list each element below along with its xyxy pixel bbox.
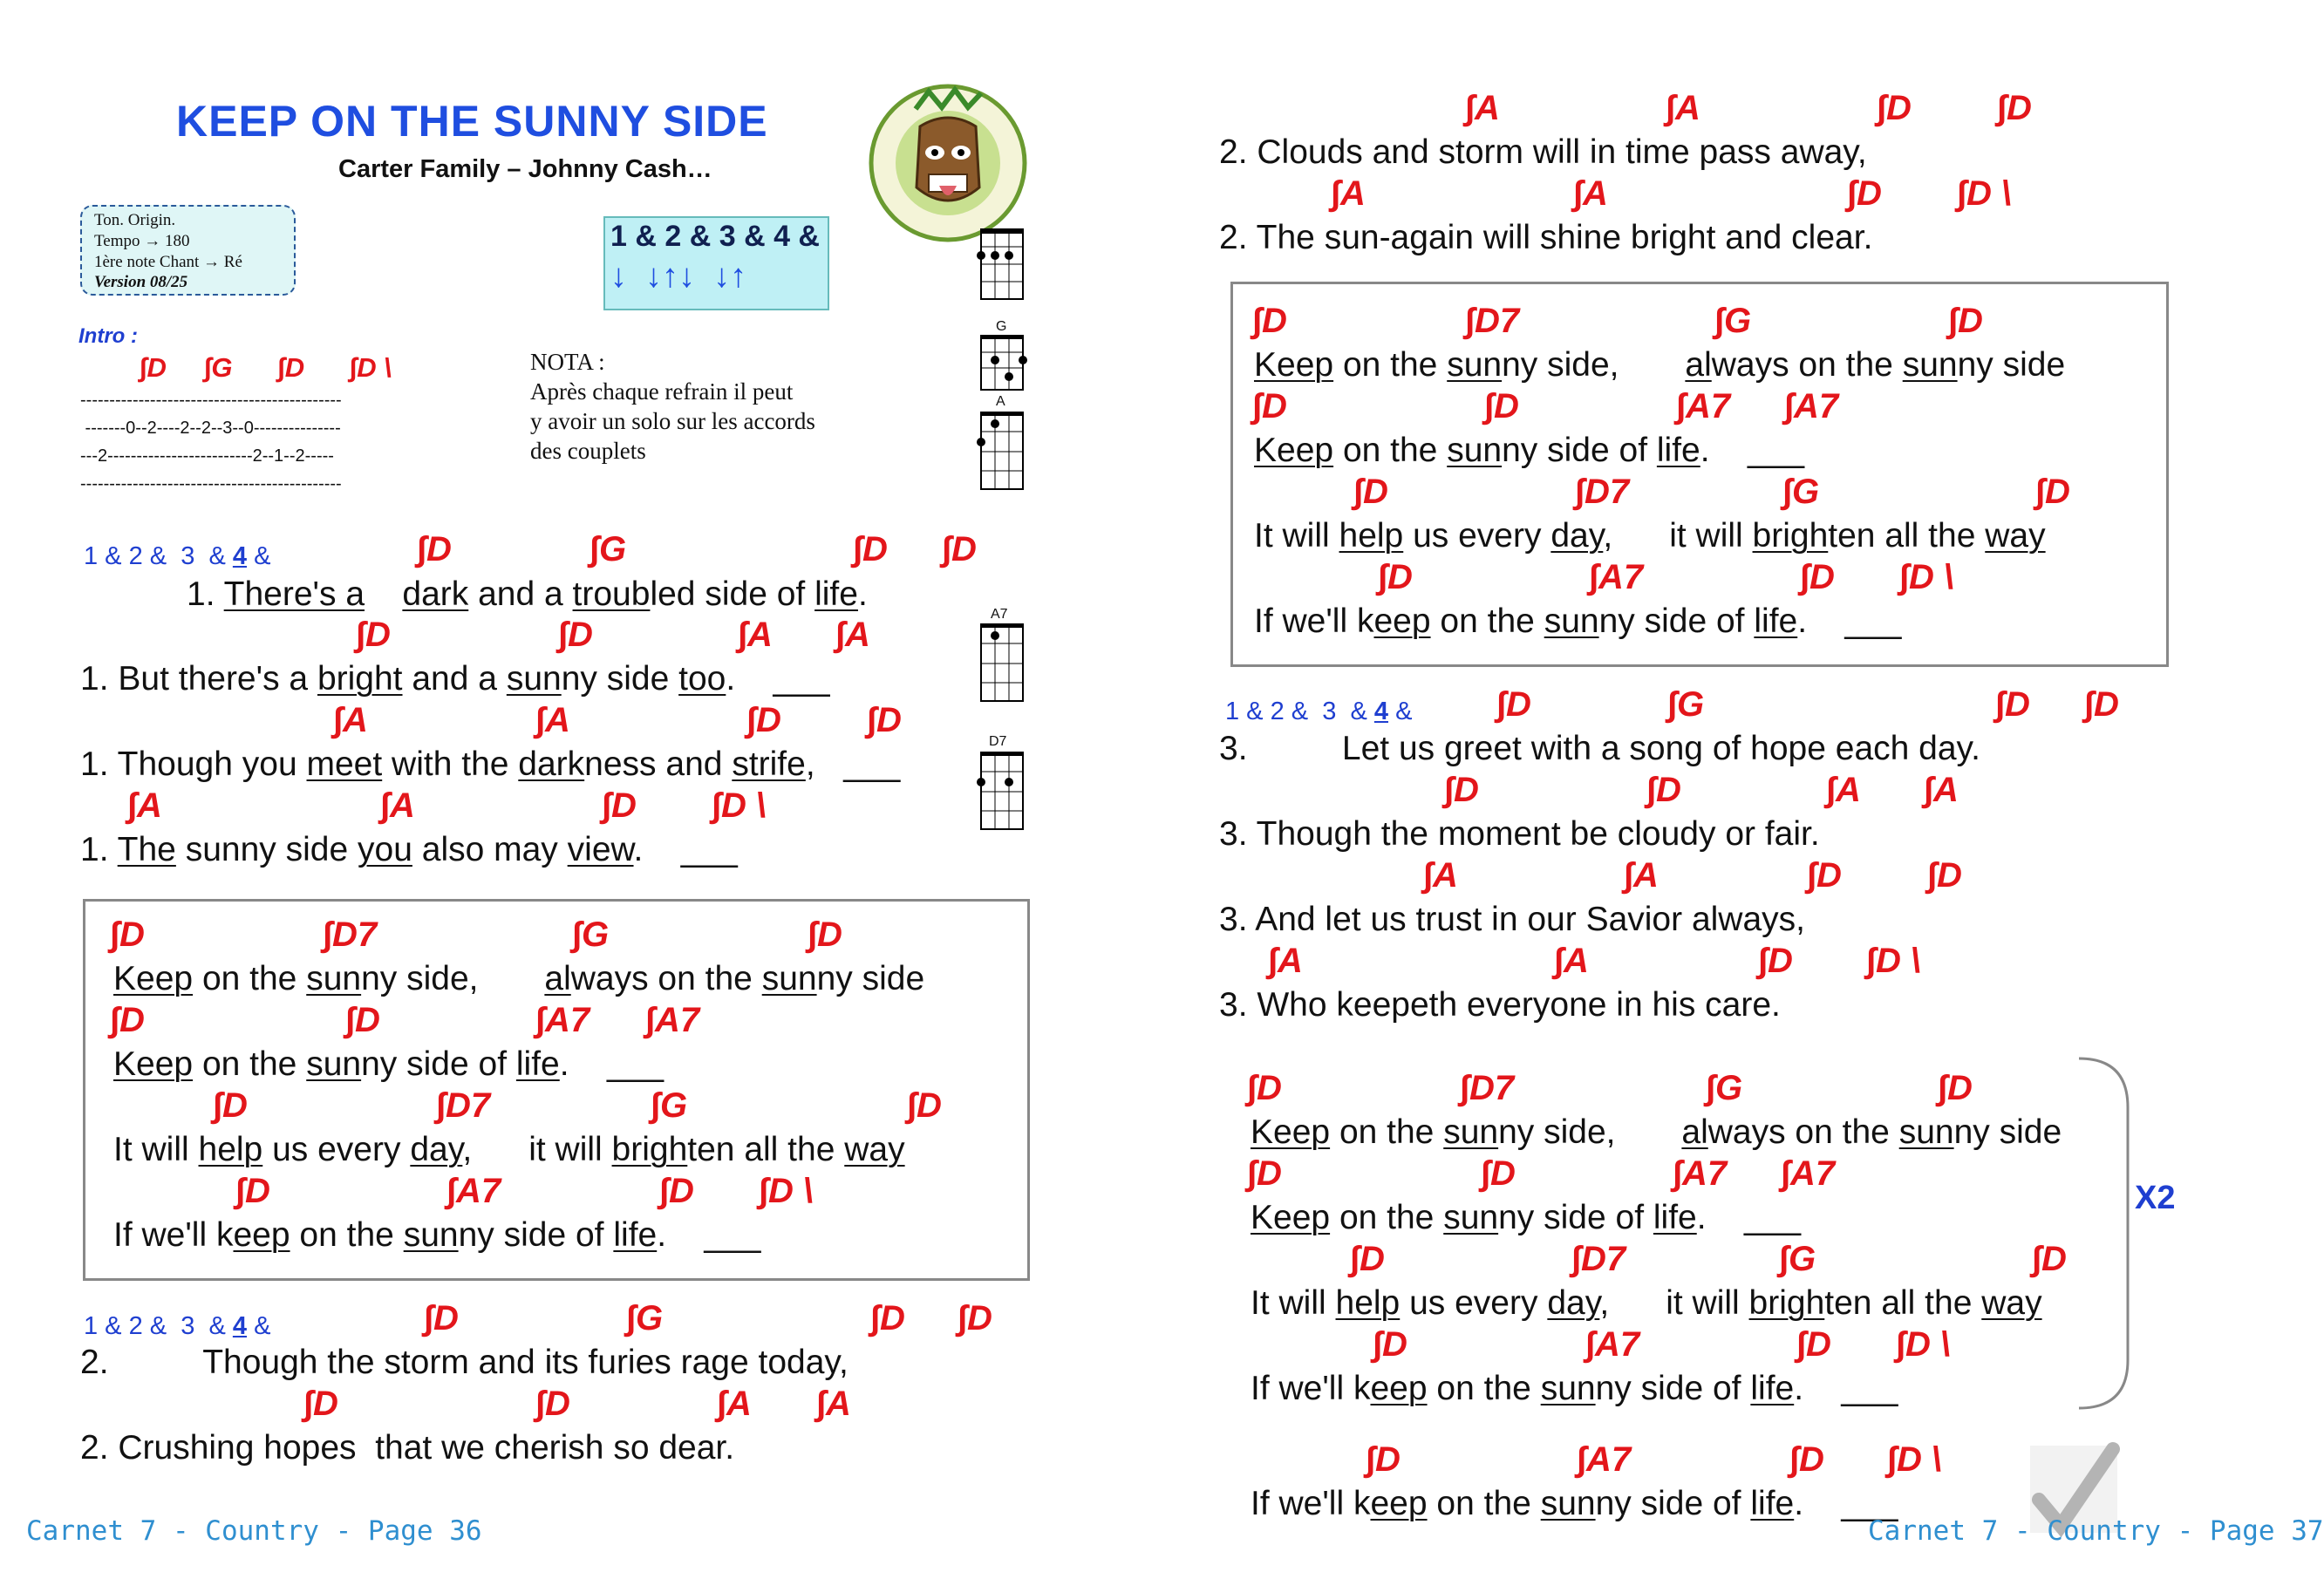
v1-chord-3-2: ∫A: [535, 701, 570, 739]
chR-chord-3-1: ∫D: [1353, 473, 1388, 511]
v1-chord-3-4: ∫D: [867, 701, 902, 739]
end-chord-1: ∫D: [1366, 1440, 1401, 1479]
fch-chord-4-2: ∫A7: [1585, 1325, 1640, 1364]
footer-left: Carnet 7 - Country - Page 36: [26, 1515, 482, 1547]
v1-chord-4-1: ∫A: [127, 786, 162, 825]
chL-chord-4-4: ∫D \: [759, 1172, 814, 1210]
chR-chord-3-4: ∫D: [2035, 473, 2070, 511]
v2-chord-4-3: ∫D: [1847, 174, 1882, 213]
chR-chord-1-3: ∫G: [1714, 302, 1752, 340]
v1-chord-2-1: ∫D: [356, 616, 391, 654]
fch-chord-3-3: ∫G: [1779, 1240, 1816, 1278]
v1-chord-1-2: ∫G: [590, 530, 627, 568]
chL-chord-2-2: ∫D: [345, 1001, 380, 1039]
chord-diagram-g-label: G: [996, 319, 1007, 334]
chR-chord-1-4: ∫D: [1948, 302, 1983, 340]
chR-chord-2-3: ∫A7: [1676, 387, 1731, 425]
nota-line-1: Après chaque refrain il peut: [530, 378, 794, 405]
fch-lyric-4: If we'll keep on the sunny side of life. ___: [1251, 1370, 1898, 1407]
fch-chord-3-4: ∫D: [2032, 1240, 2067, 1278]
v3-chord-3-4: ∫D: [1927, 856, 1962, 895]
v2-lyric-2: 2. Crushing hopes that we cherish so dear.: [80, 1429, 735, 1467]
info-original-key: Ton. Origin.: [94, 211, 176, 229]
chL-chord-1-2: ∫D7: [323, 915, 378, 954]
chR-chord-1-2: ∫D7: [1465, 302, 1520, 340]
v2-chord-4-1: ∫A: [1331, 174, 1366, 213]
v1-chord-4-4: ∫D \: [712, 786, 767, 825]
end-chord-2: ∫A7: [1577, 1440, 1632, 1479]
chR-chord-1-1: ∫D: [1252, 302, 1287, 340]
nota-line-3: des couplets: [530, 438, 646, 464]
v1-chord-1-1: ∫D: [417, 530, 452, 568]
v3-chord-1-4: ∫D: [2084, 685, 2119, 724]
v3-chord-2-1: ∫D: [1444, 771, 1479, 809]
v1-chord-2-4: ∫A: [835, 616, 870, 654]
v1-chord-3-3: ∫D: [746, 701, 781, 739]
info-version: Version 08/25: [94, 273, 188, 291]
chR-lyric-4: If we'll keep on the sunny side of life. ___: [1254, 602, 1902, 640]
chL-chord-3-1: ∫D: [213, 1086, 248, 1125]
v3-lyric-4: 3. Who keepeth everyone in his care.: [1219, 986, 1781, 1024]
fch-chord-1-2: ∫D7: [1460, 1069, 1515, 1107]
chR-chord-2-4: ∫A7: [1784, 387, 1839, 425]
fch-chord-1-3: ∫G: [1706, 1069, 1743, 1107]
intro-chords: ∫D ∫G ∫D ∫D \: [140, 352, 392, 383]
rhythm-hint-verse3: 1 & 2 & 3 & 4 &: [1225, 698, 1413, 725]
chL-chord-1-4: ∫D: [808, 915, 842, 954]
chL-lyric-3: It will help us every day, it will brighten all the way: [113, 1131, 905, 1168]
intro-label: Intro :: [78, 324, 138, 348]
v3-chord-2-3: ∫A: [1826, 771, 1861, 809]
chord-diagram-a7-label: A7: [991, 607, 1008, 622]
chR-chord-2-1: ∫D: [1252, 387, 1287, 425]
v3-chord-3-1: ∫A: [1423, 856, 1458, 895]
chord-diagram-a7: [977, 622, 1029, 704]
v1-lyric-4: 1. The sunny side you also may view. ___: [80, 831, 738, 868]
v3-chord-2-4: ∫A: [1924, 771, 1959, 809]
rhythm-hint-verse2: 1 & 2 & 3 & 4 &: [84, 1312, 271, 1340]
end-chord-3: ∫D: [1789, 1440, 1824, 1479]
v2-chord-1-1: ∫D: [424, 1299, 459, 1337]
chR-chord-3-3: ∫G: [1782, 473, 1820, 511]
chL-lyric-2: Keep on the sunny side of life. ___: [113, 1045, 664, 1083]
v2-chord-1-3: ∫D: [870, 1299, 905, 1337]
end-chord-4: ∫D \: [1887, 1440, 1942, 1479]
chord-diagram-a-label: A: [996, 394, 1005, 409]
ukulele-logo: [868, 83, 1029, 244]
v3-chord-4-4: ∫D \: [1866, 942, 1921, 980]
song-title: KEEP ON THE SUNNY SIDE: [176, 97, 768, 146]
strum-arrows: ↓ ↓↑↓ ↓↑: [610, 258, 747, 295]
song-artist: Carter Family – Johnny Cash…: [338, 155, 712, 183]
v1-chord-1-4: ∫D: [942, 530, 977, 568]
chL-lyric-1: Keep on the sunny side, always on the sunny side: [113, 960, 925, 997]
v2-lyric-4: 2. The sun-again will shine bright and clear.: [1219, 219, 1873, 256]
v2-chord-3-4: ∫D: [1997, 89, 2032, 127]
v3-chord-1-2: ∫G: [1667, 685, 1705, 724]
v2-lyric-3: 2. Clouds and storm will in time pass away,: [1219, 133, 1867, 171]
v1-chord-4-2: ∫A: [380, 786, 415, 825]
v2-chord-3-3: ∫D: [1877, 89, 1912, 127]
v3-chord-1-3: ∫D: [1995, 685, 2030, 724]
v3-chord-3-2: ∫A: [1624, 856, 1659, 895]
info-first-note: 1ère note Chant → Ré: [94, 253, 242, 271]
chR-lyric-3: It will help us every day, it will brighten all the way: [1254, 517, 2046, 555]
v1-chord-3-1: ∫A: [333, 701, 368, 739]
fch-lyric-1: Keep on the sunny side, always on the sunny side: [1251, 1113, 2062, 1151]
intro-tab-line-3: ---2-------------------------2--1--2-----: [80, 446, 334, 466]
chL-chord-3-3: ∫G: [651, 1086, 688, 1125]
v2-chord-2-1: ∫D: [303, 1385, 338, 1423]
chR-chord-4-2: ∫A7: [1589, 558, 1644, 596]
chL-chord-1-1: ∫D: [110, 915, 145, 954]
v2-chord-2-2: ∫D: [535, 1385, 570, 1423]
chord-diagram-d7: [977, 750, 1029, 833]
chR-chord-2-2: ∫D: [1484, 387, 1519, 425]
fch-chord-2-2: ∫D: [1481, 1154, 1516, 1193]
v3-chord-3-3: ∫D: [1807, 856, 1842, 895]
chL-chord-1-3: ∫G: [572, 915, 610, 954]
chL-chord-4-3: ∫D: [659, 1172, 694, 1210]
fch-chord-3-1: ∫D: [1350, 1240, 1385, 1278]
v2-chord-2-4: ∫A: [816, 1385, 851, 1423]
chL-chord-2-3: ∫A7: [535, 1001, 590, 1039]
v2-chord-2-3: ∫A: [717, 1385, 752, 1423]
v1-lyric-3: 1. Though you meet with the darkness and strife, ___: [80, 745, 901, 783]
repeat-label: X2: [2135, 1180, 2176, 1216]
v2-chord-1-4: ∫D: [958, 1299, 992, 1337]
repeat-bracket: [2075, 1055, 2145, 1412]
intro-tab-line-2: -------0--2----2--2--3--0---------------: [80, 419, 341, 438]
v2-chord-1-2: ∫G: [626, 1299, 664, 1337]
rhythm-hint-verse1: 1 & 2 & 3 & 4 &: [84, 542, 271, 570]
fch-chord-2-1: ∫D: [1247, 1154, 1282, 1193]
info-tempo: Tempo → 180: [94, 232, 190, 250]
v3-chord-2-2: ∫D: [1646, 771, 1681, 809]
chL-chord-2-4: ∫A7: [645, 1001, 700, 1039]
v3-chord-4-1: ∫A: [1268, 942, 1303, 980]
chL-chord-4-2: ∫A7: [446, 1172, 501, 1210]
fch-chord-4-3: ∫D: [1796, 1325, 1831, 1364]
chR-chord-4-1: ∫D: [1378, 558, 1413, 596]
fch-chord-3-2: ∫D7: [1571, 1240, 1626, 1278]
chR-chord-3-2: ∫D7: [1575, 473, 1630, 511]
nota-line-2: y avoir un solo sur les accords: [530, 408, 815, 434]
chL-chord-4-1: ∫D: [235, 1172, 270, 1210]
fch-chord-2-4: ∫A7: [1781, 1154, 1836, 1193]
fch-chord-1-1: ∫D: [1247, 1069, 1282, 1107]
fch-lyric-2: Keep on the sunny side of life. ___: [1251, 1199, 1802, 1236]
v2-chord-3-1: ∫A: [1465, 89, 1500, 127]
v3-lyric-2: 3. Though the moment be cloudy or fair.: [1219, 815, 1820, 853]
intro-tab-line-4: ---------------------------------------------: [80, 474, 342, 493]
v3-chord-1-1: ∫D: [1496, 685, 1531, 724]
v3-chord-4-3: ∫D: [1758, 942, 1793, 980]
v1-chord-2-2: ∫D: [558, 616, 593, 654]
fch-chord-1-4: ∫D: [1938, 1069, 1973, 1107]
chR-lyric-1: Keep on the sunny side, always on the sunny side: [1254, 346, 2066, 384]
chord-diagram-g: [977, 333, 1033, 394]
fch-lyric-3: It will help us every day, it will brighten all the way: [1251, 1284, 2042, 1322]
chL-chord-3-4: ∫D: [907, 1086, 942, 1125]
v1-lyric-1: 1. There's a dark and a troubled side of life.: [187, 575, 868, 613]
fch-chord-2-3: ∫A7: [1673, 1154, 1728, 1193]
end-lyric: If we'll keep on the sunny side of life. ___: [1251, 1485, 1898, 1522]
chL-chord-3-2: ∫D7: [436, 1086, 491, 1125]
v1-chord-4-3: ∫D: [602, 786, 637, 825]
strum-counts: 1 & 2 & 3 & 4 &: [610, 220, 820, 253]
v2-lyric-1: 2. Though the storm and its furies rage today,: [80, 1344, 848, 1381]
v3-lyric-1: 3. Let us greet with a song of hope each day.: [1219, 730, 1980, 767]
chord-diagram-d: [977, 225, 1029, 303]
chR-chord-4-3: ∫D: [1800, 558, 1835, 596]
chL-lyric-4: If we'll keep on the sunny side of life. ___: [113, 1216, 761, 1254]
chord-diagram-a: [977, 410, 1029, 493]
v1-chord-2-3: ∫A: [738, 616, 773, 654]
v2-chord-3-2: ∫A: [1666, 89, 1700, 127]
chord-diagram-d7-label: D7: [989, 734, 1007, 749]
v3-lyric-3: 3. And let us trust in our Savior always,: [1219, 901, 1805, 938]
chL-chord-2-1: ∫D: [110, 1001, 145, 1039]
footer-right: Carnet 7 - Country - Page 37: [1868, 1515, 2324, 1547]
v2-chord-4-4: ∫D \: [1957, 174, 2012, 213]
v1-chord-1-3: ∫D: [853, 530, 888, 568]
chR-lyric-2: Keep on the sunny side of life. ___: [1254, 432, 1805, 469]
intro-tab-line-1: ---------------------------------------------: [80, 391, 342, 410]
v3-chord-4-2: ∫A: [1554, 942, 1589, 980]
fch-chord-4-4: ∫D \: [1896, 1325, 1951, 1364]
nota-heading: NOTA :: [530, 349, 605, 375]
v1-lyric-2: 1. But there's a bright and a sunny side too. ___: [80, 660, 830, 698]
fch-chord-4-1: ∫D: [1373, 1325, 1407, 1364]
chR-chord-4-4: ∫D \: [1899, 558, 1954, 596]
v2-chord-4-2: ∫A: [1573, 174, 1608, 213]
